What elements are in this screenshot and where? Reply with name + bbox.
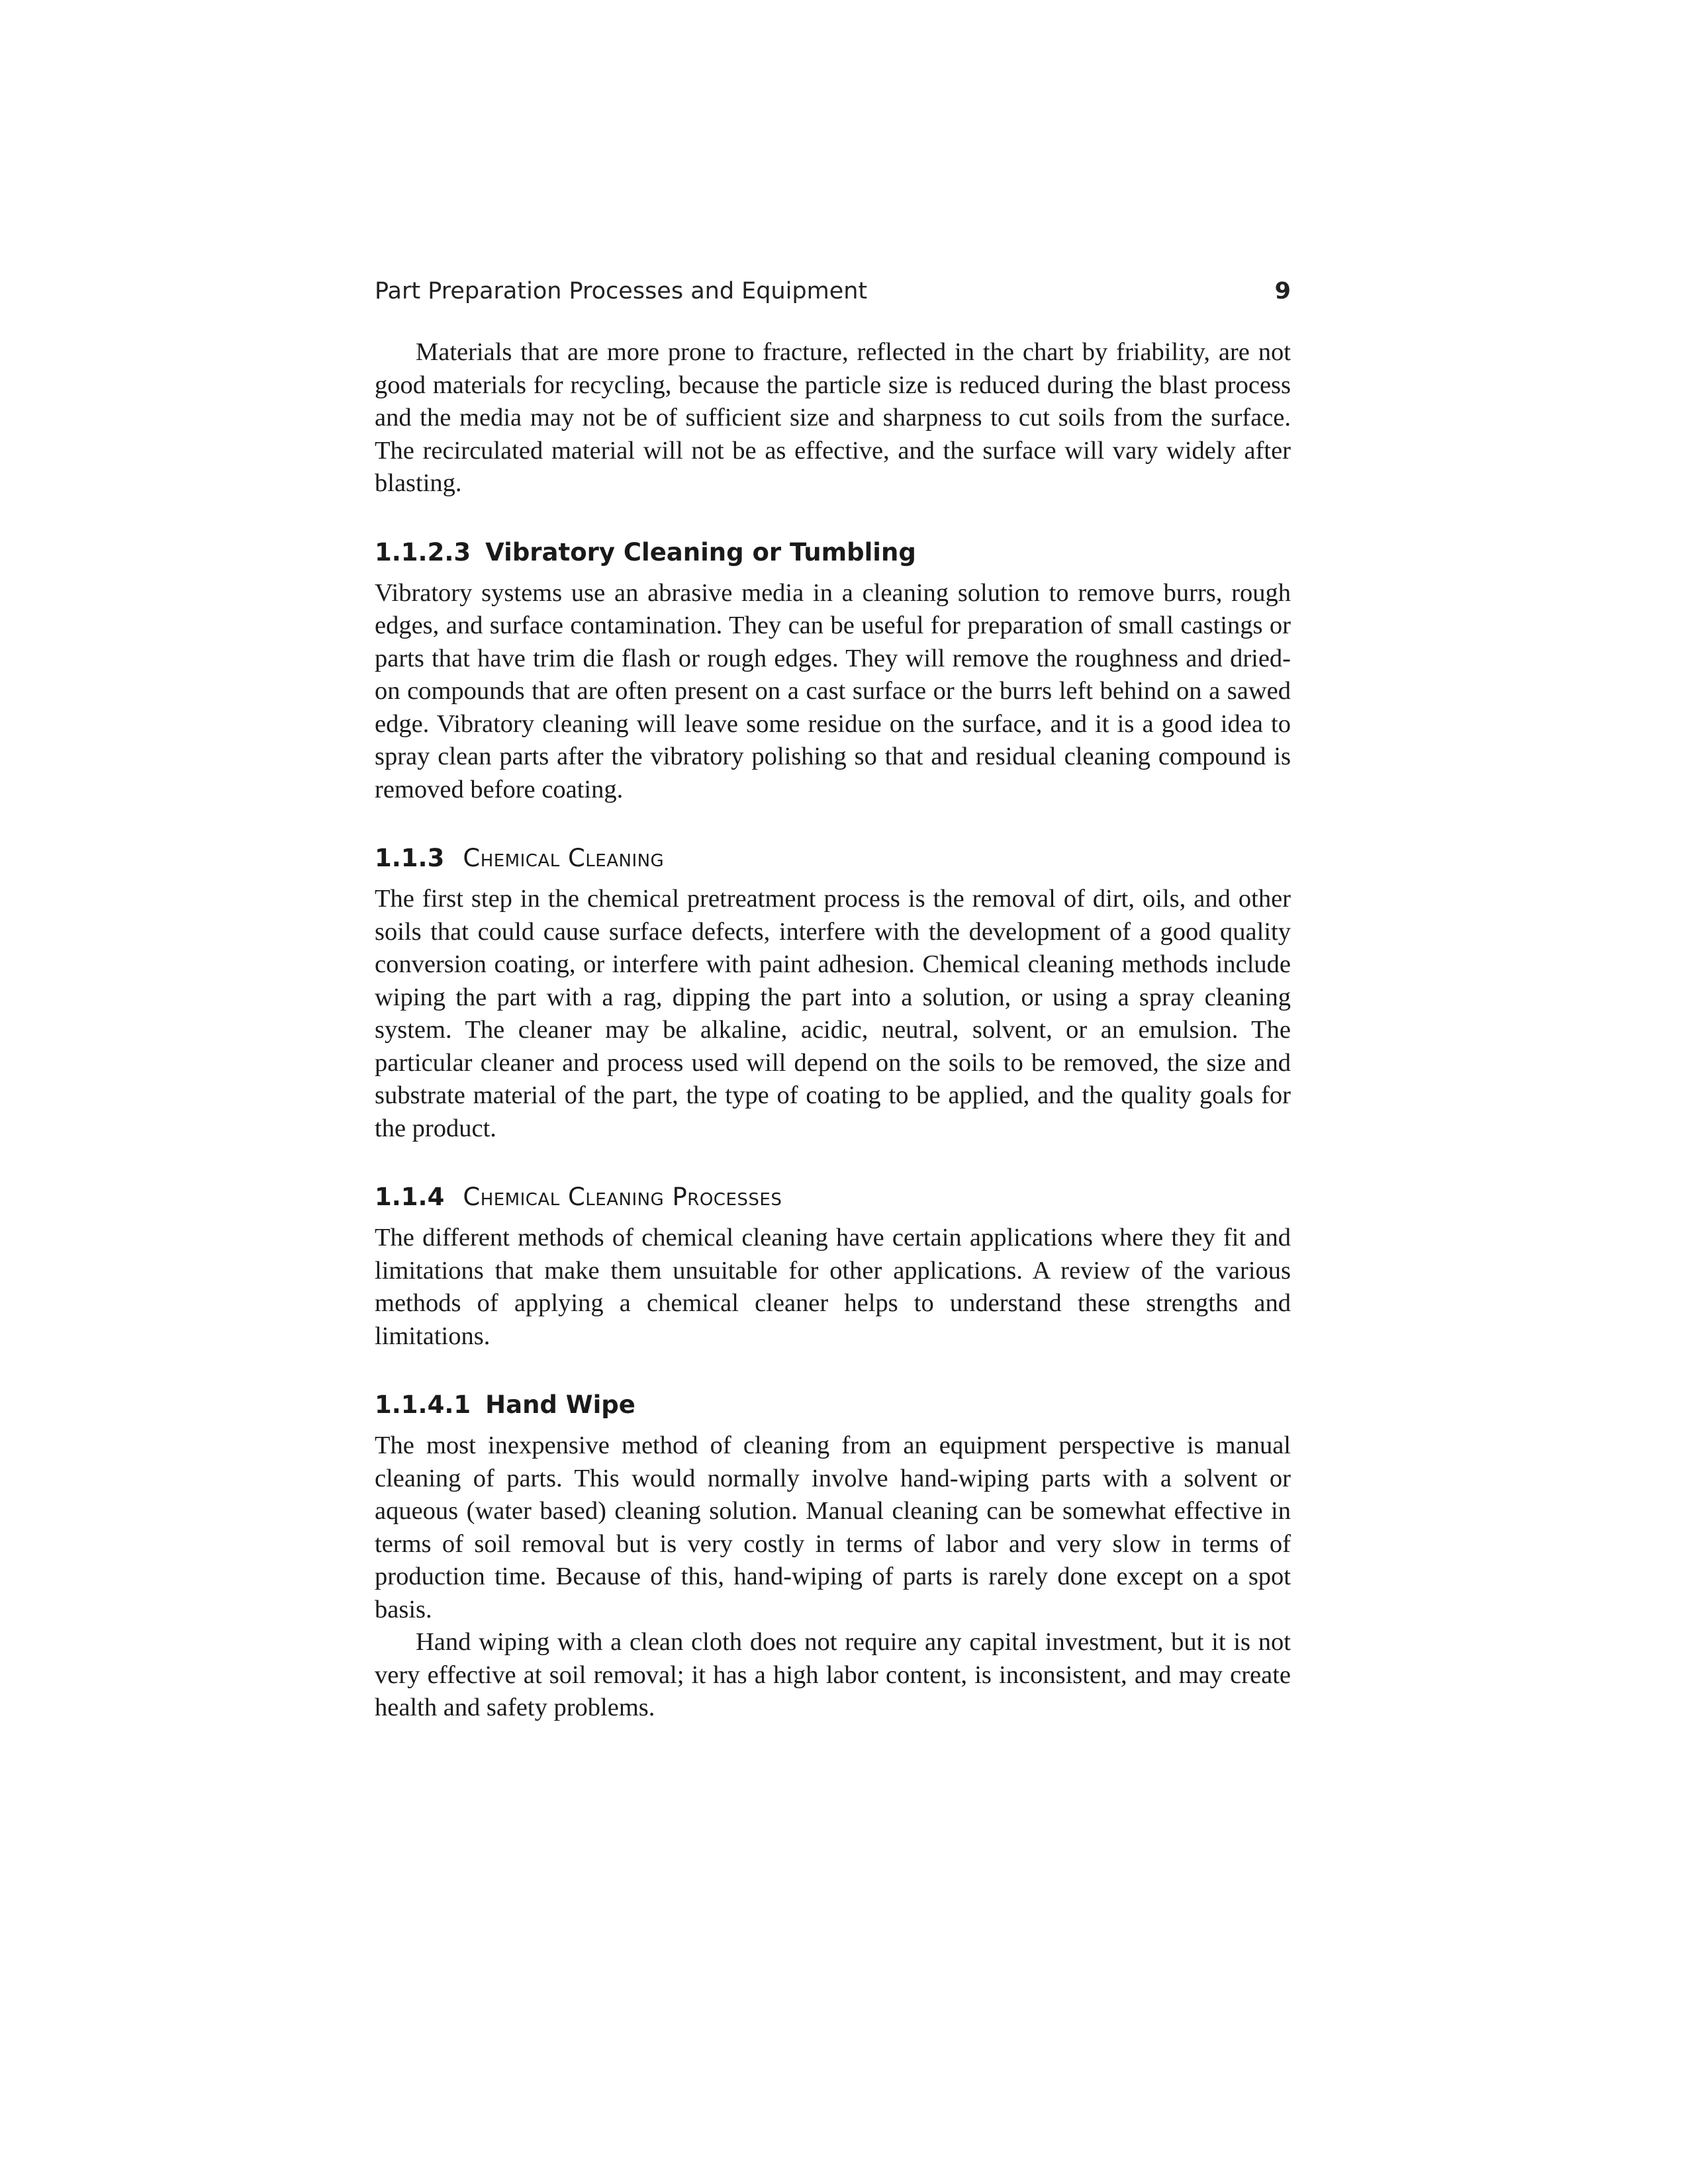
heading-number: 1.1.3	[375, 844, 445, 872]
running-title: Part Preparation Processes and Equipment	[375, 278, 868, 304]
heading-chemical-cleaning	[375, 842, 1291, 875]
heading-number: 1.1.4.1	[375, 1390, 471, 1419]
paragraph-hand-wipe: The most inexpensive method of cleaning from an equipment perspective is manual cleaning of parts. This would normally involve hand-wiping parts with a solvent or aqueous (water based) cleaning solution. Manual cleaning can be somewhat effective in terms of soil removal but is very costly in terms of labor and very slow in terms of production time. Because of this, hand-wiping of parts is rarely done except on a spot basis.	[375, 1432, 1291, 1623]
heading-title: Vibratory Cleaning or Tumbling	[485, 537, 916, 567]
heading-vibratory-cleaning	[375, 536, 1291, 569]
paragraph-vibratory: Vibratory systems use an abrasive media in a cleaning solution to remove burrs, rough edges, and surface contamination. They can be useful for preparation of small castings or parts that have trim die flash or rough edges. They will remove the roughness and dried-on compounds that are often present on a cast surface or the burrs left behind on a sawed edge. Vibratory cleaning will leave some residue on the surface, and it is a good idea to spray clean parts after the vibratory polishing so that and residual cleaning compound is removed before coating.	[375, 578, 1291, 803]
heading-number: 1.1.4	[375, 1183, 445, 1211]
book-page	[375, 278, 1291, 1725]
paragraph-chemical-cleaning: The first step in the chemical pretreatment process is the removal of dirt, oils, and other soils that could cause surface defects, interfere with the development of a good quality conversion coating, or interfere with paint adhesion. Chemical cleaning methods include wiping the part with a rag, dipping the part into a solution, or using a spray cleaning system. The cleaner may be alkaline, acidic, neutral, solvent, or an emulsion. The particular cleaner and process used will depend on the soils to be removed, the size and substrate material of the part, the type of coating to be applied, and the quality goals for the product.	[375, 885, 1291, 1142]
paragraph-hand-wipe-cloth: Hand wiping with a clean cloth does not require any capital investment, but it is not very effective at soil removal; it has a high labor content, is inconsistent, and may create health and safety problems.	[375, 1628, 1291, 1721]
heading-number: 1.1.2.3	[375, 537, 471, 567]
heading-title: Hand Wipe	[485, 1390, 635, 1419]
heading-hand-wipe	[375, 1388, 1291, 1422]
heading-title: Chemical Cleaning Processes	[463, 1183, 782, 1211]
paragraph-friability: Materials that are more prone to fracture, reflected in the chart by friability, are not good materials for recycling, because the particle size is reduced during the blast process and the media may not be of sufficient size and sharpness to cut soils from the surface. The recirculated material will not be as effective, and the surface will vary widely after blasting.	[375, 338, 1291, 497]
paragraph-chemical-processes: The different methods of chemical cleaning have certain applications where they fit and limitations that make them unsuitable for other applications. A review of the various methods of applying a chemical cleaner helps to understand these strengths and limitations.	[375, 1224, 1291, 1350]
page-number: 9	[1274, 278, 1291, 304]
heading-title: Chemical Cleaning	[463, 844, 665, 872]
heading-chemical-cleaning-processes	[375, 1181, 1291, 1214]
running-header	[375, 278, 1291, 312]
